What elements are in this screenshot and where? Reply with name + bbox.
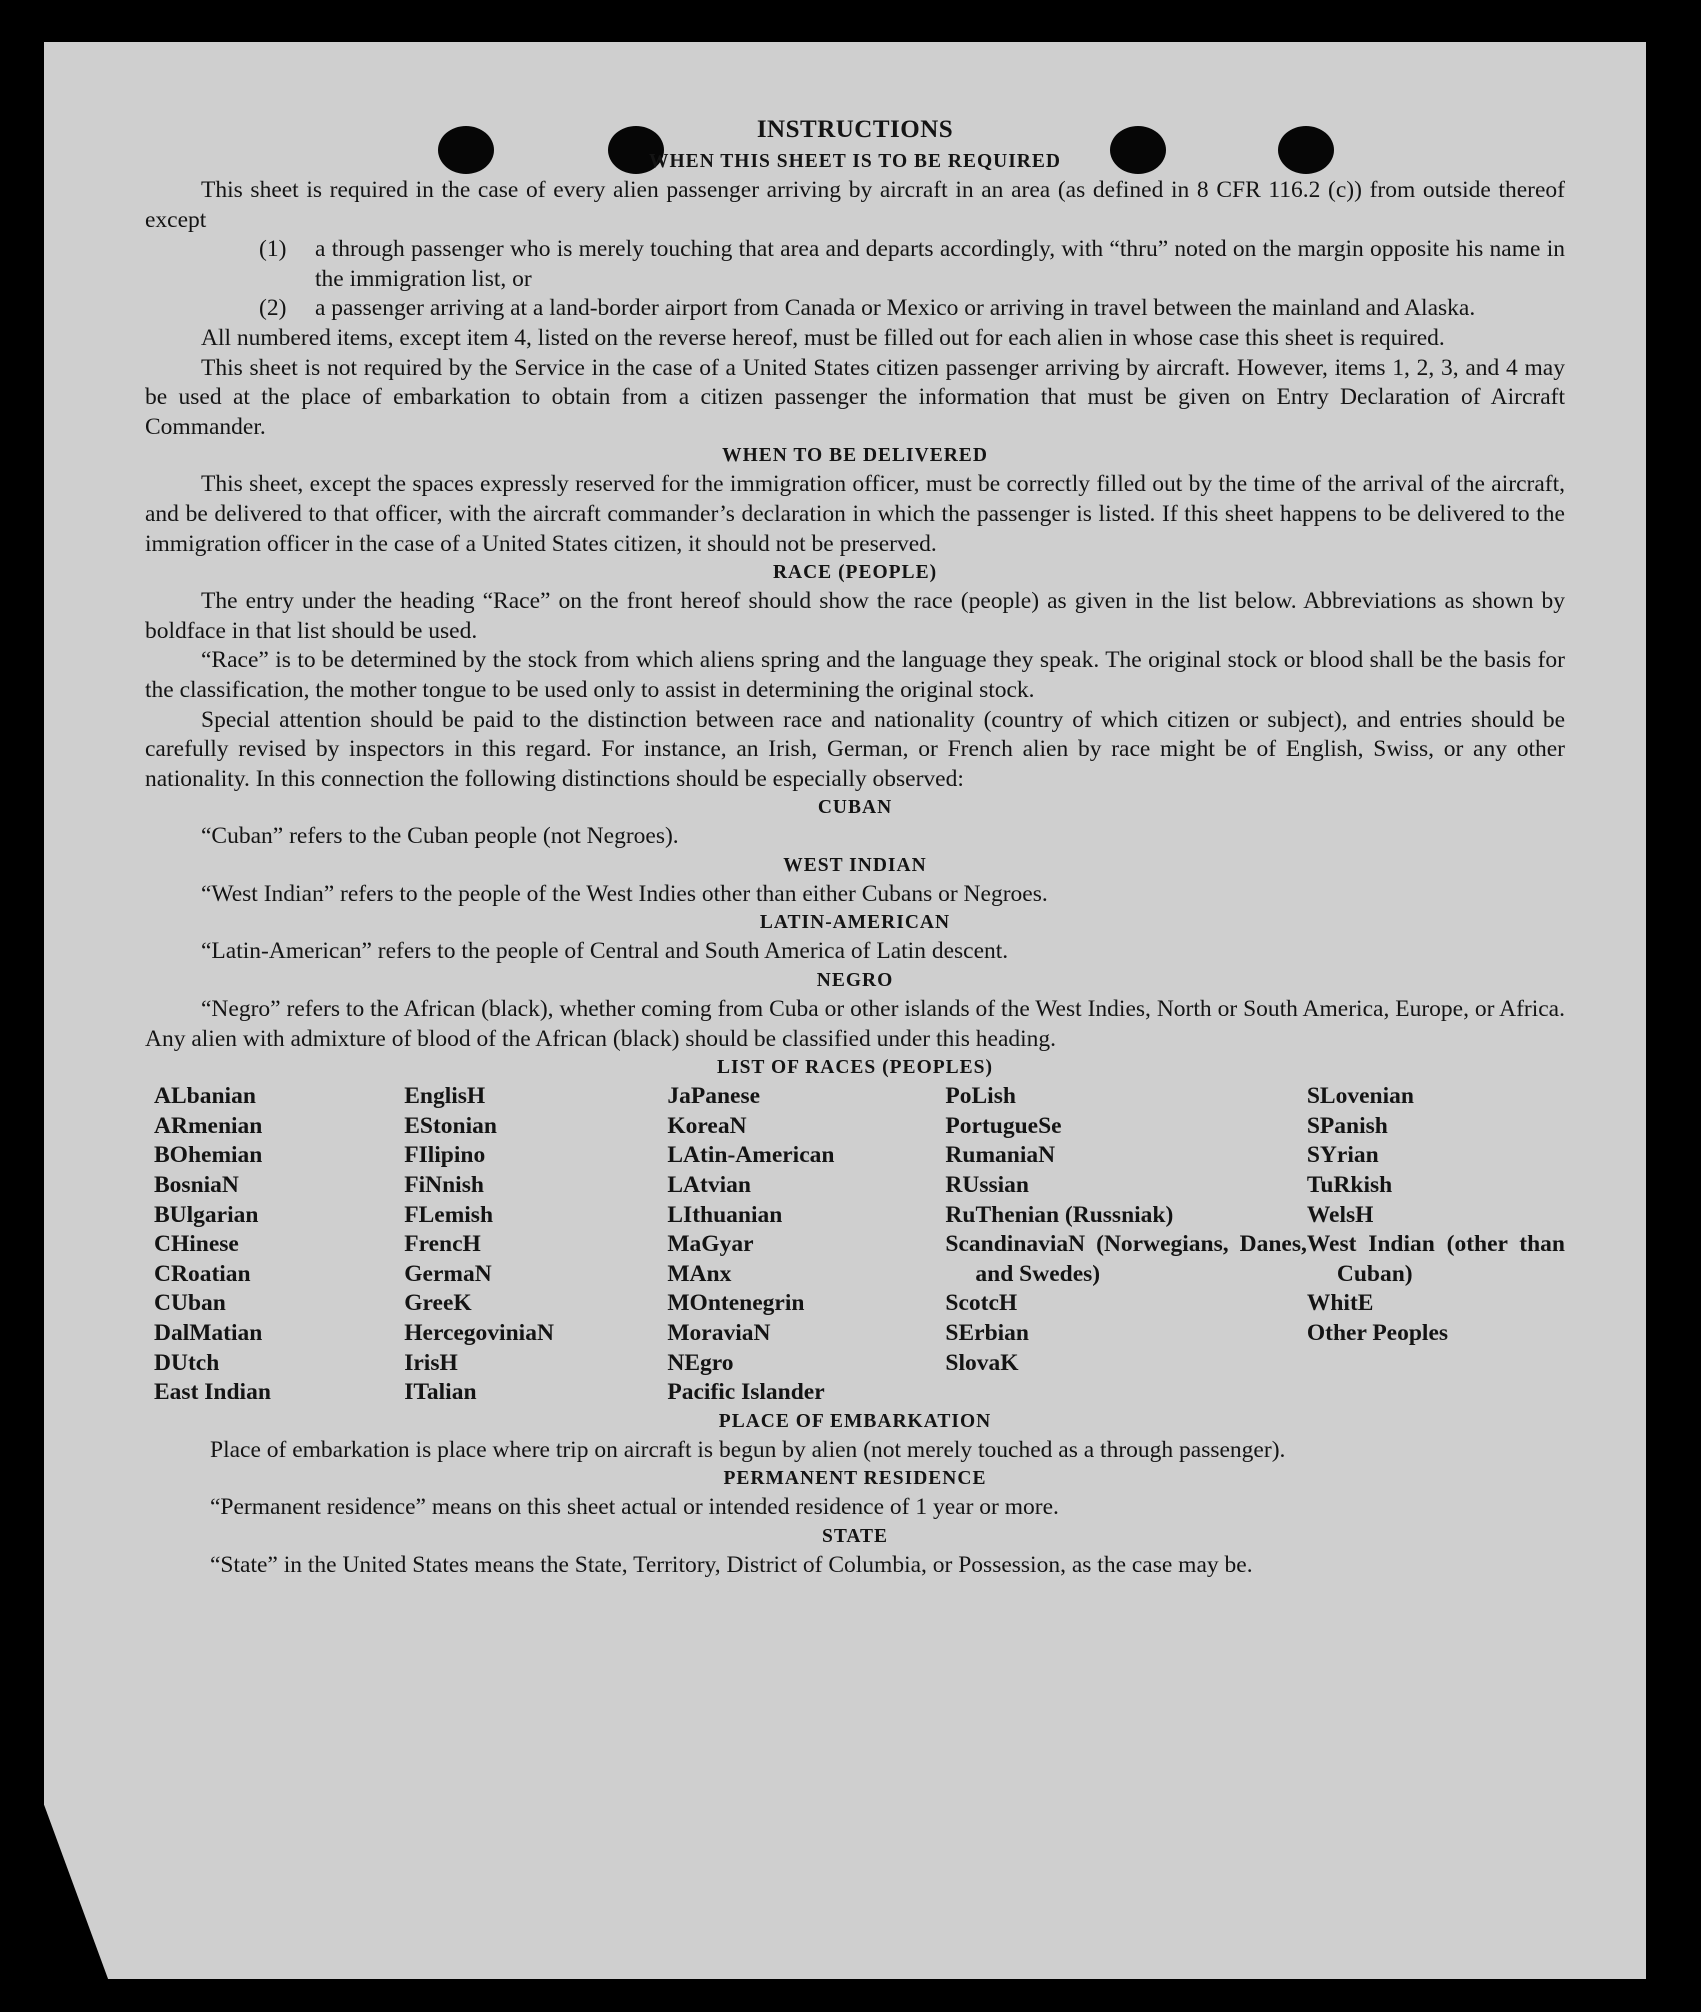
- section-heading-delivered: WHEN TO BE DELIVERED: [722, 445, 988, 467]
- race-entry: DUtch: [154, 1349, 220, 1376]
- race-entry: PortugueSe: [945, 1112, 1062, 1139]
- item-text: a passenger arriving at a land-border airport from Canada or Mexico or arriving in travel between the mainland and Alaska.: [315, 295, 1476, 322]
- races-column: [404, 1082, 667, 1408]
- race-entry: Pacific Islander: [667, 1379, 825, 1406]
- race-entry: LIthuanian: [667, 1201, 783, 1228]
- race-entry: SlovaK: [945, 1349, 1019, 1376]
- race-entry: FLemish: [404, 1201, 494, 1228]
- race-entry: IrisH: [404, 1349, 458, 1376]
- race-entry: FIlipino: [404, 1142, 486, 1169]
- race-entry: JaPanese: [667, 1083, 761, 1110]
- race-entry: BUlgarian: [154, 1201, 259, 1228]
- paragraph-negro: “Negro” refers to the African (black), whether coming from Cuba or other islands of the West Indies, North or South America, Europe, or Africa. Any alien with admixture of blood of the African (black) should be classified under this heading.: [145, 996, 1565, 1052]
- race-entry: ScandinaviaN (Norwegians, Danes, and Swedes): [945, 1231, 1307, 1287]
- paragraph-numbered-items: All numbered items, except item 4, listed on the reverse hereof, must be filled out for each alien in whose case this sheet is required.: [201, 324, 1445, 351]
- paragraph-citizen: This sheet is not required by the Service in the case of a United States citizen passenger arriving by aircraft. However, items 1, 2, 3, and 4 may be used at the place of embarkation to obtain from a citizen passenger the information that must be given on Entry Declaration of Aircraft Commander.: [145, 354, 1565, 440]
- item-number: (1): [259, 236, 287, 263]
- race-entry: DalMatian: [154, 1320, 263, 1346]
- races-column: [1307, 1082, 1565, 1408]
- section-heading-required: WHEN THIS SHEET IS TO BE REQUIRED: [649, 151, 1061, 172]
- section-heading-embarkation: PLACE OF EMBARKATION: [718, 1410, 992, 1432]
- race-entry: EStonian: [404, 1112, 497, 1139]
- race-entry: FrencH: [404, 1231, 481, 1258]
- paragraph-race-1: The entry under the heading “Race” on the front hereof should show the race (people) as given in the list below. Abbreviations as shown by boldface in that list should be used.: [145, 588, 1565, 644]
- race-entry: CRoatian: [154, 1260, 251, 1287]
- paragraph-residence: “Permanent residence” means on this sheet actual or intended residence of 1 year or more.: [210, 1494, 1059, 1521]
- section-heading-west-indian: WEST INDIAN: [783, 854, 927, 876]
- race-entry: FiNnish: [404, 1172, 484, 1199]
- race-entry: Other Peoples: [1306, 1320, 1449, 1346]
- item-text: a through passenger who is merely touching that area and departs accordingly, with “thru” noted on the margin opposite his name in the immigration list, or: [315, 236, 1565, 292]
- race-entry: GreeK: [404, 1290, 472, 1317]
- race-entry: West Indian (other than Cuban): [1306, 1231, 1566, 1287]
- race-entry: BosniaN: [154, 1172, 239, 1199]
- race-entry: NEgro: [667, 1349, 734, 1376]
- section-heading-state: STATE: [821, 1525, 889, 1547]
- race-entry: TuRkish: [1306, 1172, 1393, 1199]
- section-heading-latin-american: LATIN-AMERICAN: [759, 912, 951, 934]
- races-list: [154, 1082, 1565, 1408]
- section-heading-negro: NEGRO: [816, 970, 894, 992]
- race-entry: RumaniaN: [945, 1142, 1056, 1169]
- race-entry: East Indian: [154, 1379, 271, 1406]
- race-entry: MoraviaN: [667, 1320, 771, 1346]
- race-entry: SErbian: [945, 1320, 1029, 1346]
- section-heading-race: RACE (PEOPLE): [772, 562, 938, 584]
- race-entry: MaGyar: [667, 1231, 754, 1258]
- race-entry: MAnx: [667, 1260, 732, 1287]
- section-heading-residence: PERMANENT RESIDENCE: [723, 1468, 987, 1490]
- race-entry: PoLish: [945, 1083, 1016, 1110]
- paragraph-cuban: “Cuban” refers to the Cuban people (not Negroes).: [201, 823, 679, 850]
- races-column: [154, 1082, 404, 1408]
- race-entry: EnglisH: [404, 1083, 486, 1110]
- race-entry: LAtin-American: [667, 1142, 835, 1169]
- race-entry: BOhemian: [154, 1142, 263, 1169]
- race-entry: GermaN: [404, 1260, 492, 1287]
- list-item: [145, 294, 1565, 324]
- race-entry: WelsH: [1306, 1201, 1374, 1228]
- race-entry: WhitE: [1306, 1290, 1374, 1317]
- paragraph-race-3: Special attention should be paid to the distinction between race and nationality (country of which citizen or subject), and entries should be carefully revised by inspectors in this regard. For instance, an Irish, German, or French alien by race might be of English, Swiss, or any other nationality. In this connection the following distinctions should be especially observed:: [145, 706, 1565, 792]
- section-heading-cuban: CUBAN: [817, 797, 893, 819]
- paragraph-race-2: “Race” is to be determined by the stock from which aliens spring and the language they speak. The original stock or blood shall be the basis for the classification, the mother tongue to be used only to assist in determining the original stock.: [145, 647, 1565, 703]
- paragraph-west-indian: “West Indian” refers to the people of the West Indies other than either Cubans or Negroes.: [201, 880, 1048, 907]
- race-entry: CHinese: [154, 1231, 239, 1258]
- item-number: (2): [259, 295, 287, 322]
- race-entry: ITalian: [404, 1379, 477, 1406]
- page-title: INSTRUCTIONS: [756, 116, 954, 143]
- section-heading-races-list: LIST OF RACES (PEOPLES): [716, 1057, 993, 1079]
- race-entry: RUssian: [945, 1172, 1029, 1199]
- race-entry: SPanish: [1306, 1112, 1388, 1139]
- paragraph-delivered: This sheet, except the spaces expressly reserved for the immigration officer, must be correctly filled out by the time of the arrival of the aircraft, and be delivered to that officer, with the aircraft commander’s declaration in which the passenger is listed. If this sheet happens to be delivered to the immigration officer in the case of a United States citizen, it should not be preserved.: [145, 471, 1565, 557]
- instructions-content: [145, 112, 1565, 1581]
- race-entry: LAtvian: [667, 1172, 751, 1199]
- races-column: [945, 1082, 1306, 1408]
- list-item: [145, 235, 1565, 294]
- race-entry: ScotcH: [945, 1290, 1018, 1317]
- paragraph-latin-american: “Latin-American” refers to the people of Central and South America of Latin descent.: [201, 938, 1009, 965]
- race-entry: ALbanian: [154, 1083, 256, 1110]
- race-entry: CUban: [154, 1290, 226, 1317]
- paragraph-required-intro: This sheet is required in the case of every alien passenger arriving by aircraft in an area (as defined in 8 CFR 116.2 (c)) from outside thereof except: [145, 177, 1565, 233]
- race-entry: SLovenian: [1306, 1083, 1414, 1110]
- race-entry: ARmenian: [154, 1112, 263, 1139]
- race-entry: HercegoviniaN: [404, 1320, 554, 1346]
- race-entry: MOntenegrin: [667, 1290, 805, 1317]
- race-entry: SYrian: [1306, 1142, 1379, 1169]
- paragraph-embarkation: Place of embarkation is place where trip on aircraft is begun by alien (not merely touched as a through passenger).: [210, 1436, 1286, 1463]
- paragraph-state: “State” in the United States means the State, Territory, District of Columbia, or Possession, as the case may be.: [210, 1551, 1253, 1578]
- race-entry: RuThenian (Russniak): [945, 1201, 1174, 1228]
- races-column: [667, 1082, 945, 1408]
- race-entry: KoreaN: [667, 1112, 747, 1139]
